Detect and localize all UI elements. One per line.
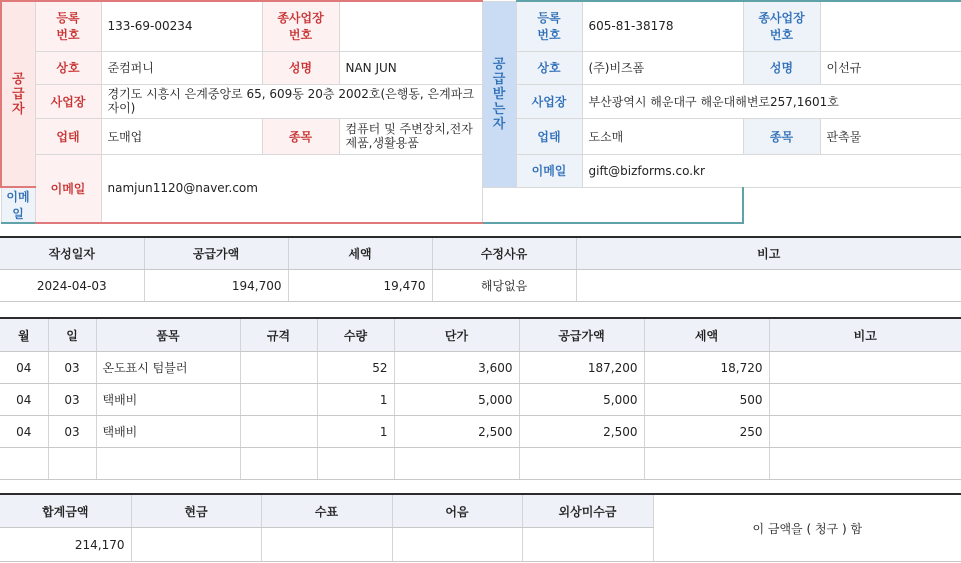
receiver-business-type-label: 업태 [516,118,582,154]
items-header-unit-price: 단가 [394,318,519,352]
item-name: 택배비 [96,384,240,416]
item-qty: 52 [317,352,394,384]
party-info-table [0,0,961,224]
supplier-name-label: 성명 [262,51,339,84]
items-header-note: 비고 [769,318,961,352]
item-tax: 250 [644,416,769,448]
header-date: 작성일자 [0,237,144,270]
totals-table [0,493,961,562]
supplier-name: NAN JUN [339,51,482,84]
receiver-email2-label: 이메일 [1,187,35,223]
supplier-reg-no-label: 등록 번호 [35,1,101,51]
receiver-name-label: 성명 [743,51,820,84]
total-cash [131,528,261,562]
supplier-company-label: 상호 [35,51,101,84]
table-row [0,448,961,480]
item-supply: 5,000 [519,384,644,416]
header-supply: 공급가액 [144,237,288,270]
item-day: 03 [48,384,96,416]
item-day [48,448,96,480]
item-day: 03 [48,352,96,384]
item-spec [240,384,317,416]
totals-header-note-bill: 어음 [392,494,522,528]
table-row [0,352,961,384]
totals-header-total: 합계금액 [0,494,131,528]
item-day: 03 [48,416,96,448]
items-header-item: 품목 [96,318,240,352]
receiver-company-label: 상호 [516,51,582,84]
supplier-email-label: 이메일 [35,154,101,223]
supplier-business-item-label: 종목 [262,118,339,154]
items-header-supply: 공급가액 [519,318,644,352]
table-row [0,384,961,416]
item-tax: 500 [644,384,769,416]
table-row [0,416,961,448]
receiver-reg-no-label: 등록 번호 [516,1,582,51]
invoice-summary-table [0,236,961,302]
receiver-business-type: 도소매 [582,118,743,154]
info-date: 2024-04-03 [0,270,144,302]
item-spec [240,448,317,480]
item-note [769,448,961,480]
info-supply: 194,700 [144,270,288,302]
item-unit-price: 3,600 [394,352,519,384]
receiver-address: 부산광역시 해운대구 해운대해변로257,1601호 [582,84,961,118]
item-qty: 1 [317,384,394,416]
item-supply: 2,500 [519,416,644,448]
item-unit-price [394,448,519,480]
item-spec [240,352,317,384]
totals-header-check: 수표 [261,494,392,528]
total-credit [522,528,653,562]
receiver-name: 이선규 [820,51,961,84]
supplier-branch-no-label: 종사업장 번호 [262,1,339,51]
supplier-address: 경기도 시흥시 은계중앙로 65, 609동 20층 2002호(은행동, 은계파크자이) [101,84,482,118]
receiver-branch-no [820,1,961,51]
receiver-email1: gift@bizforms.co.kr [582,154,961,187]
supplier-business-type: 도매업 [101,118,262,154]
supplier-branch-no [339,1,482,51]
item-note [769,384,961,416]
totals-header-cash: 현금 [131,494,261,528]
receiver-branch-no-label: 종사업장 번호 [743,1,820,51]
header-tax: 세액 [288,237,432,270]
item-month: 04 [0,352,48,384]
item-tax: 18,720 [644,352,769,384]
supplier-company: 준컴퍼니 [101,51,262,84]
supplier-reg-no: 133-69-00234 [101,1,262,51]
item-tax [644,448,769,480]
item-name [96,448,240,480]
supplier-business-type-label: 업태 [35,118,101,154]
info-reason: 해당없음 [432,270,576,302]
info-tax: 19,470 [288,270,432,302]
item-month: 04 [0,384,48,416]
items-header-spec: 규격 [240,318,317,352]
receiver-side-label: 공급받는자 [482,1,516,187]
items-header-day: 일 [48,318,96,352]
totals-header-credit: 외상미수금 [522,494,653,528]
receiver-business-item-label: 종목 [743,118,820,154]
receiver-company: (주)비즈폼 [582,51,743,84]
item-supply [519,448,644,480]
header-reason: 수정사유 [432,237,576,270]
item-supply: 187,200 [519,352,644,384]
info-note [576,270,961,302]
total-check [261,528,392,562]
item-name: 온도표시 텀블러 [96,352,240,384]
total-note-bill [392,528,522,562]
supplier-email: namjun1120@naver.com [101,154,482,223]
receiver-business-item: 판촉물 [820,118,961,154]
item-note [769,416,961,448]
item-name: 택배비 [96,416,240,448]
item-month [0,448,48,480]
items-header-qty: 수량 [317,318,394,352]
item-month: 04 [0,416,48,448]
header-note: 비고 [576,237,961,270]
total-amount: 214,170 [0,528,131,562]
item-qty: 1 [317,416,394,448]
items-header-month: 월 [0,318,48,352]
supplier-business-item: 컴퓨터 및 주변장치,전자제품,생활용품 [339,118,482,154]
supplier-side-label: 공급자 [1,1,35,187]
items-table [0,317,961,480]
receiver-address-label: 사업장 [516,84,582,118]
item-unit-price: 5,000 [394,384,519,416]
receiver-email1-label: 이메일 [516,154,582,187]
supplier-address-label: 사업장 [35,84,101,118]
claim-text: 이 금액을 ( 청구 ) 함 [653,494,961,562]
receiver-email2 [482,187,743,223]
item-note [769,352,961,384]
items-header-tax: 세액 [644,318,769,352]
item-unit-price: 2,500 [394,416,519,448]
receiver-reg-no: 605-81-38178 [582,1,743,51]
item-qty [317,448,394,480]
item-spec [240,416,317,448]
